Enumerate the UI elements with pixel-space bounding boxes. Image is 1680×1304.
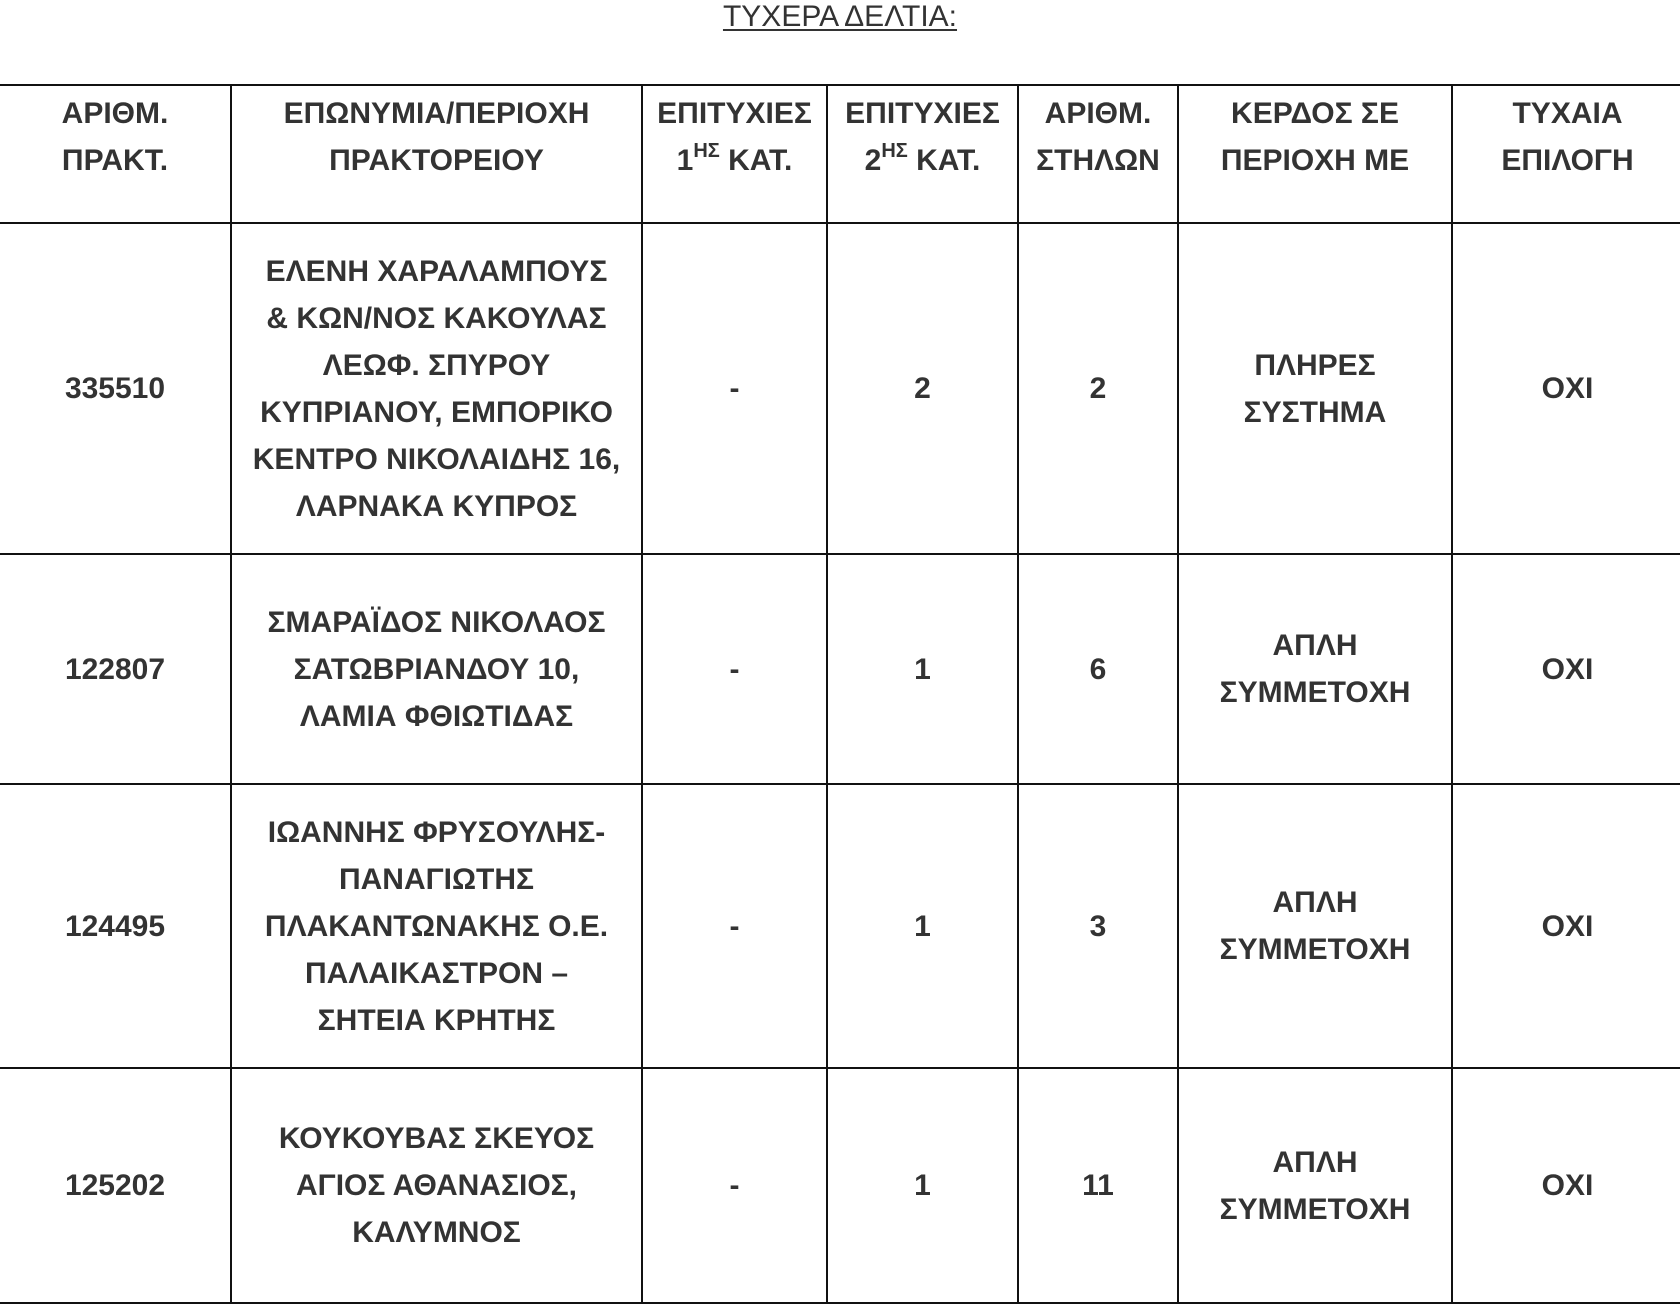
agency-name-cell: ΣΜΑΡΑΪΔΟΣ ΝΙΚΟΛΑΟΣ ΣΑΤΩΒΡΙΑΝΔΟΥ 10, ΛΑΜΙΑ ΦΘΙΩΤΙΔΑΣ	[231, 554, 642, 784]
results-table	[0, 84, 1680, 1304]
table-row	[0, 223, 1680, 554]
columns-cell: 11	[1018, 1068, 1178, 1303]
random-pick-cell: ΟΧΙ	[1452, 554, 1680, 784]
win-type-cell: ΑΠΛΗ ΣΥΜΜΕΤΟΧΗ	[1178, 784, 1452, 1068]
header-agency-no: ΑΡΙΘΜ. ΠΡΑΚΤ.	[0, 85, 231, 223]
header-row	[0, 85, 1680, 223]
page-title	[0, 0, 1680, 34]
table-row	[0, 784, 1680, 1068]
win-type-cell: ΑΠΛΗ ΣΥΜΜΕΤΟΧΗ	[1178, 554, 1452, 784]
agency-name-cell: ΚΟΥΚΟΥΒΑΣ ΣΚΕΥΟΣ ΑΓΙΟΣ ΑΘΑΝΑΣΙΟΣ, ΚΑΛΥΜΝΟΣ	[231, 1068, 642, 1303]
win-type-cell: ΠΛΗΡΕΣ ΣΥΣΤΗΜΑ	[1178, 223, 1452, 554]
table-row	[0, 1068, 1680, 1303]
agency-name-cell: ΙΩΑΝΝΗΣ ΦΡΥΣΟΥΛΗΣ- ΠΑΝΑΓΙΩΤΗΣ ΠΛΑΚΑΝΤΩΝΑΚΗΣ Ο.Ε. ΠΑΛΑΙΚΑΣΤΡΟΝ – ΣΗΤΕΙΑ ΚΡΗΤΗΣ	[231, 784, 642, 1068]
columns-cell: 6	[1018, 554, 1178, 784]
random-pick-cell: ΟΧΙ	[1452, 784, 1680, 1068]
agency-name-cell: ΕΛΕΝΗ ΧΑΡΑΛΑΜΠΟΥΣ & ΚΩΝ/ΝΟΣ ΚΑΚΟΥΛΑΣ ΛΕΩΦ. ΣΠΥΡΟΥ ΚΥΠΡΙΑΝΟΥ, ΕΜΠΟΡΙΚΟ ΚΕΝΤΡΟ ΝΙΚΟΛΑΙΔΗΣ 16, ΛΑΡΝΑΚΑ ΚΥΠΡΟΣ	[231, 223, 642, 554]
wins-cat1-cell: -	[642, 1068, 827, 1303]
columns-cell: 3	[1018, 784, 1178, 1068]
wins-cat2-cell: 1	[827, 784, 1018, 1068]
wins-cat2-cell: 2	[827, 223, 1018, 554]
header-win-type: ΚΕΡΔΟΣ ΣΕ ΠΕΡΙΟΧΗ ΜΕ	[1178, 85, 1452, 223]
random-pick-cell: ΟΧΙ	[1452, 1068, 1680, 1303]
header-wins-cat2: ΕΠΙΤΥΧΙΕΣ $2^{H\Sigma}$ ΚΑΤ.	[827, 85, 1018, 223]
columns-cell: 2	[1018, 223, 1178, 554]
random-pick-cell: ΟΧΙ	[1452, 223, 1680, 554]
header-columns-count: ΑΡΙΘΜ. ΣΤΗΛΩΝ	[1018, 85, 1178, 223]
table-row	[0, 554, 1680, 784]
header-agency-name: ΕΠΩΝΥΜΙΑ/ΠΕΡΙΟΧΗ ΠΡΑΚΤΟΡΕΙΟΥ	[231, 85, 642, 223]
wins-cat1-cell: -	[642, 784, 827, 1068]
header-wins-cat1: ΕΠΙΤΥΧΙΕΣ $1^{H\Sigma}$ ΚΑΤ.	[642, 85, 827, 223]
agency-no-cell: 124495	[0, 784, 231, 1068]
wins-cat1-cell: -	[642, 554, 827, 784]
wins-cat2-cell: 1	[827, 1068, 1018, 1303]
page-title-text: ΤΥΧΕΡΑ ΔΕΛΤΙΑ:	[722, 0, 958, 33]
agency-no-cell: 125202	[0, 1068, 231, 1303]
header-random-pick: ΤΥΧΑΙΑ ΕΠΙΛΟΓΗ	[1452, 85, 1680, 223]
agency-no-cell: 335510	[0, 223, 231, 554]
wins-cat2-cell: 1	[827, 554, 1018, 784]
wins-cat1-cell: -	[642, 223, 827, 554]
win-type-cell: ΑΠΛΗ ΣΥΜΜΕΤΟΧΗ	[1178, 1068, 1452, 1303]
agency-no-cell: 122807	[0, 554, 231, 784]
